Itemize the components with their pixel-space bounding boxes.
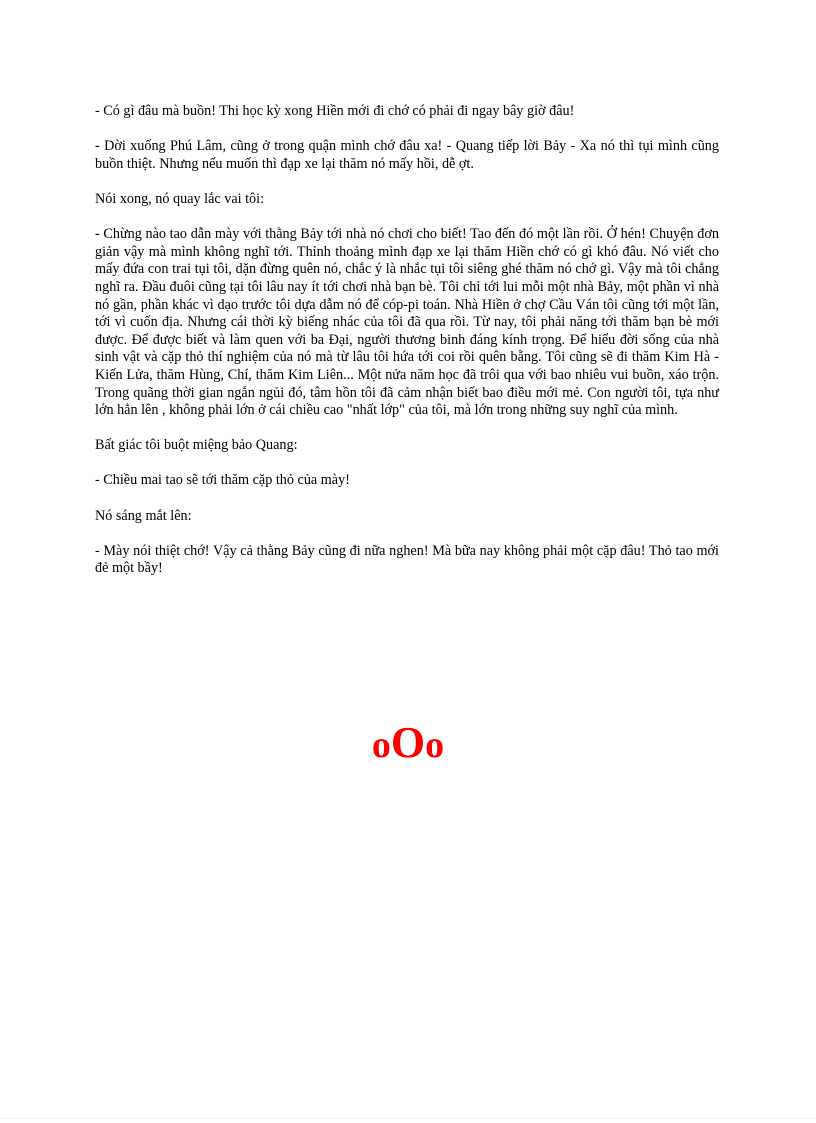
paragraph: Bất giác tôi buột miệng bảo Quang:: [95, 437, 298, 454]
document-body: [95, 103, 719, 596]
paragraph: - Dời xuống Phú Lâm, cũng ở trong quận mình chớ đâu xa! - Quang tiếp lời Bảy - Xa nó thì tụi mình cũng buồn thiệt. Nhưng nếu muốn thì đạp xe lại thăm nó mấy hồi, dễ ợt.: [95, 138, 719, 172]
paragraph: - Chừng nào tao dẫn mày với thằng Bảy tới nhà nó chơi cho biết! Tao đến đó một lần rồi. Ở hén! Chuyện đơn giản vậy mà mình không nghĩ tới. Thỉnh thoảng mình đạp xe lại thăm Hiền chớ có gì khó đâu. Nó viết cho mấy đứa con trai tụi tôi, dặn đừng quên nó, chắc ý là nhắc tụi tôi siêng ghé thăm nó chớ gì. Vậy mà tôi chẳng nghĩ ra. Đầu đuôi cũng tại tôi lâu nay ít tới chơi nhà bạn bè. Tôi chỉ tới lui mỗi một nhà Bảy, một phần vì nhà nó gần, phần khác vì dạo trước tôi dựa dẫm nó để cóp-pi toán. Nhà Hiền ở chợ Cầu Ván tôi cũng tới một lần, tới vì cuốn địa. Nhưng cái thời kỳ biếng nhác của tôi đã qua rồi. Từ nay, tôi phải năng tới thăm bạn bè mới được. Để được biết và làm quen với ba Đại, người thương binh đáng kính trọng. Để hiểu đời sống của nhà sinh vật và cặp thỏ thí nghiệm của nó mà từ lâu tôi hứa tới coi rồi quên bẵng. Tôi cũng sẽ đi thăm Kim Hà - Kiến Lửa, thăm Hùng, Chí, thăm Kim Liên... Một nửa năm học đã trôi qua với bao nhiêu vui buồn, xáo trộn. Trong quãng thời gian ngắn ngủi đó, tâm hồn tôi đã cảm nhận biết bao điều mới mẻ. Con người tôi, tựa như lớn hẳn lên , không phải lớn ở cái chiều cao "nhất lớp" của tôi, mà lớn trong những suy nghĩ của mình.: [95, 226, 719, 419]
paragraph: - Chiều mai tao sẽ tới thăm cặp thỏ của mày!: [95, 472, 350, 489]
paragraph: - Có gì đâu mà buồn! Thi học kỳ xong Hiền mới đi chớ có phải đi ngay bây giờ đâu!: [95, 103, 575, 119]
end-mark-left: o: [371, 724, 391, 766]
end-mark-center: O: [390, 718, 426, 767]
paragraph: - Mày nói thiệt chớ! Vậy cả thằng Bảy cũng đi nữa nghen! Mà bữa nay không phải một cặp đâu! Thỏ tao mới đẻ một bầy!: [95, 542, 719, 577]
end-mark-right: o: [425, 724, 445, 766]
page-bottom-divider: [0, 1118, 816, 1120]
paragraph: Nó sáng mắt lên:: [95, 507, 192, 524]
chapter-end-mark: [0, 719, 816, 769]
paragraph: Nói xong, nó quay lắc vai tôi:: [95, 190, 265, 207]
